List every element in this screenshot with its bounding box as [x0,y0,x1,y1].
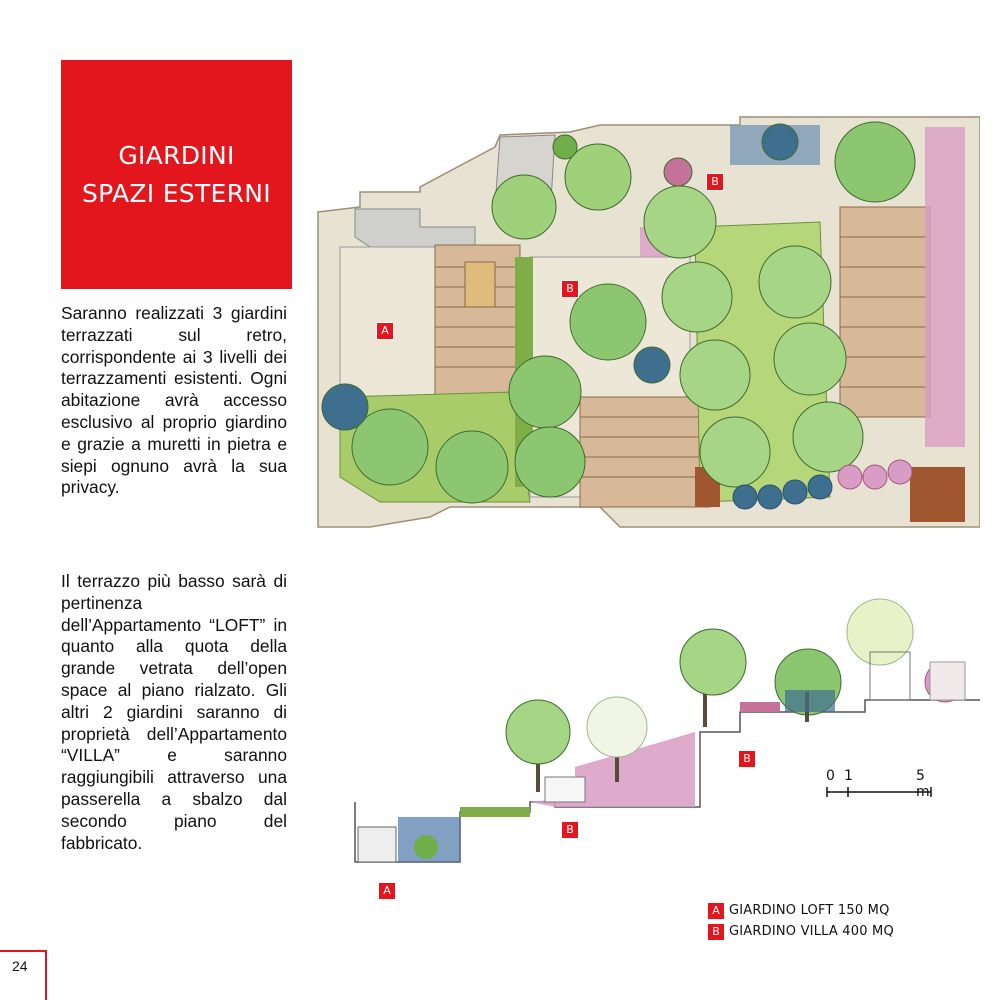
section-tag-a: A [378,882,396,900]
section-tag-b-upper: B [738,750,756,768]
plan-tag-b-top: B [706,173,724,191]
garden-section-drawing [300,592,980,892]
garden-section [300,592,980,897]
scale-line [826,785,936,799]
plan-tag-b-middle: B [561,280,579,298]
legend-item-b [707,921,894,942]
plan-tag-a: A [376,322,394,340]
paragraph-1: Saranno realizzati 3 giardini terrazzati sul retro, corrispondente ai 3 livelli dei terrazzamenti esistenti. Ogni abitazione avrà accesso esclusivo al proprio giardino e grazie a muretti in pietra e siepi ognuno avrà la sua privacy. [61,303,287,498]
scale-label-0: 0 [826,768,835,784]
garden-plan [300,97,980,542]
legend-tag-a: A [707,902,725,920]
garden-plan-drawing [300,97,980,537]
legend [707,900,894,942]
legend-tag-b: B [707,923,725,941]
scale-label-1: 1 [844,768,853,784]
legend-text-b: GIARDINO VILLA 400 MQ [729,924,894,939]
legend-text-a: GIARDINO LOFT 150 MQ [729,903,890,918]
page-number: 24 [0,950,47,1000]
scale-label-5m: 5 m [916,768,930,800]
paragraph-2: Il terrazzo più basso sarà di pertinenza dell’Appartamento “LOFT” in quanto alla quota della grande vetrata dell’open space al piano rialzato. Gli altri 2 giardini saranno di proprietà dell’Appartamento “VILLA” e saranno raggiungibili attraverso una passerella a sbalzo dal secondo piano del fabbricato. [61,571,287,853]
title-line-1: GIARDINI [118,140,235,170]
title-line-2: SPAZI ESTERNI [82,178,271,208]
title-box [61,60,292,289]
section-tag-b-middle: B [561,821,579,839]
legend-item-a [707,900,894,921]
